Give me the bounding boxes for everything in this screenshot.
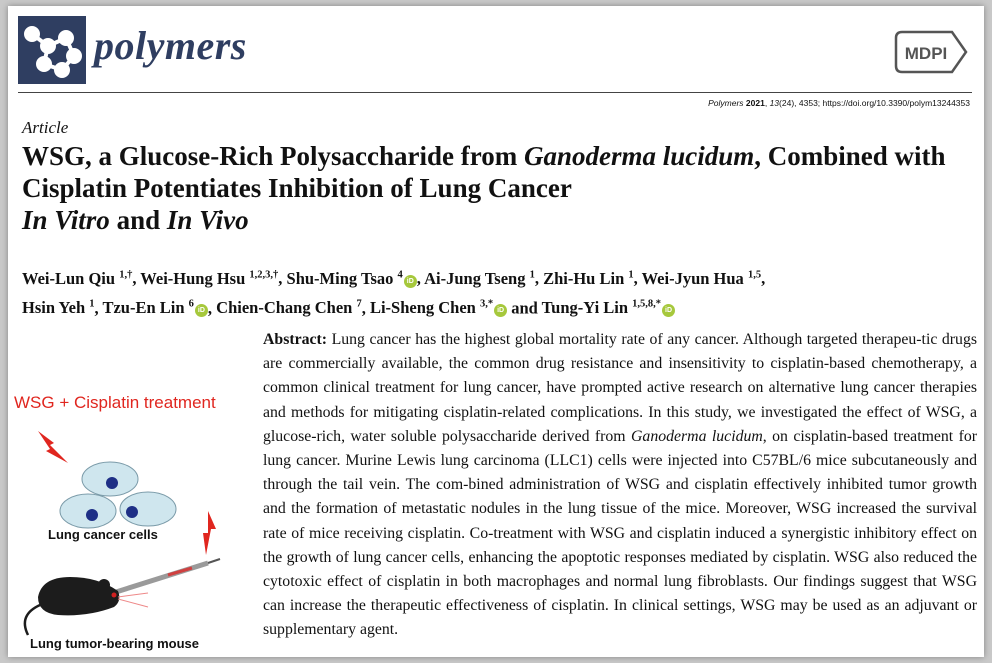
orcid-icon[interactable]: iD (195, 304, 208, 317)
journal-name: polymers (94, 23, 247, 68)
orcid-icon[interactable]: iD (494, 304, 507, 317)
article-type: Article (22, 118, 69, 137)
author-name: Tung-Yi Lin (541, 298, 633, 317)
author-affiliation: 3,* (479, 298, 494, 310)
author-name: Wei-Jyun Hua (641, 268, 748, 288)
author-name: Li-Sheng Chen (369, 298, 480, 317)
author[interactable] (22, 269, 132, 288)
polymers-logo-icon (18, 16, 86, 84)
article-page (8, 6, 984, 657)
author-affiliation: 4 (397, 269, 403, 280)
author-name: Wei-Hung Hsu (140, 268, 250, 288)
cells-label: Lung cancer cells (48, 527, 158, 542)
author-name: Tzu-En Lin (102, 298, 189, 317)
author-affiliation: 1,2,3,† (249, 269, 279, 280)
author-name: Chien-Chang Chen (216, 298, 357, 317)
cancer-cell-icon (60, 494, 116, 528)
author[interactable] (642, 269, 761, 288)
author-affiliation: 1,† (119, 269, 133, 280)
author[interactable] (22, 298, 95, 317)
syringe-icon (116, 559, 220, 592)
citation-journal: Polymers (708, 98, 744, 108)
graphical-abstract (8, 371, 253, 657)
author-affiliation: 1 (628, 269, 634, 280)
citation-volume: 13 (769, 98, 780, 108)
title-and: and (109, 205, 167, 235)
author[interactable] (140, 269, 278, 288)
citation-line: Polymers 2021, 13(24), 4353; https://doi.org/10.3390/polym13244353 (708, 98, 970, 108)
authors-and: and (511, 298, 538, 317)
article-title (22, 140, 982, 236)
author[interactable] (370, 298, 507, 317)
lightning-bolt-icon (38, 431, 68, 463)
author-affiliation: 1,5 (747, 269, 762, 280)
graphical-abstract-title: WSG + Cisplatin treatment (14, 393, 216, 412)
author-name: Hsin Yeh (22, 298, 90, 317)
abstract-label: Abstract: (263, 331, 328, 348)
citation-year: 2021 (745, 98, 765, 108)
author[interactable] (424, 269, 535, 288)
title-part1: WSG, a Glucose-Rich Polysaccharide from (22, 141, 524, 171)
author-affiliation: 6 (188, 298, 194, 310)
mouse-label: Lung tumor-bearing mouse (30, 636, 199, 651)
title-part2: , Combined with Cisplatin Potentiates Inhibition of Lung Cancer (22, 141, 946, 203)
title-species: Ganoderma lucidum (523, 141, 755, 171)
author-list: Wei-Lun Qiu $^{1,\dagger}$, Wei-Hung Hsu $^{1,2,3,\dagger}$, Shu-Ming Tsao $^4$iD , Ai-Jung Tseng $^1$, Zhi-Hu Lin $^1$, Wei-Jyun Hua $^{1,5}$, Hsin Yeh $^1$, Tzu-En Lin $^6$iD , Chien-Chang Chen $^7$, Li-Sheng Chen $^{3,*}$iD and Tung-Yi Lin $^{1,5,8,*}$iD (22, 268, 766, 317)
author-affiliation: 1 (89, 298, 95, 310)
orcid-icon[interactable]: iD (662, 304, 675, 317)
author[interactable] (216, 298, 362, 317)
abstract-species: Ganoderma lucidum (631, 427, 763, 445)
orcid-icon[interactable]: iD (404, 275, 417, 288)
cancer-cell-icon (120, 492, 176, 526)
citation-issue-pages: (24), 4353; (779, 98, 821, 108)
author-name: Shu-Ming Tsao (286, 268, 398, 288)
author-affiliation: 1 (529, 269, 535, 280)
author-affiliation: 7 (356, 298, 362, 310)
abstract (263, 328, 977, 643)
author[interactable] (287, 269, 417, 288)
author-name: Ai-Jung Tseng (424, 268, 530, 288)
header-rule (18, 92, 972, 93)
author-name: Wei-Lun Qiu (22, 268, 120, 288)
author-affiliation: 1,5,8,* (632, 298, 662, 310)
abstract-text-2: , on cisplatin-based treatment for lung cancer. Murine Lewis lung carcinoma (LLC1) cells were injected into C57BL/6 mice subcutaneously and through the tail vein. The com-bined administration of WSG and cisplatin effectively inhibited tumor growth and the formation of metastatic nodules in the lung tissue of the mice. Moreover, WSG increased the survival rate of mice receiving cisplatin. Co-treatment with WSG and cisplatin induced a synergistic inhibitory effect on the growth of lung cancer cells, enhancing the apoptotic responses mediated by cisplatin. WSG also reduced the cytotoxic effect of cisplatin in both macrophages and normal lung fibroblasts. Our findings suggest that WSG can increase the therapeutic effectiveness of cisplatin. In clinical settings, WSG may be used as an adjuvant or supplementary agent. (263, 427, 977, 639)
author-name: Zhi-Hu Lin (543, 268, 629, 288)
author[interactable] (102, 298, 207, 317)
lightning-bolt-icon (203, 511, 216, 555)
citation-doi-link[interactable]: https://doi.org/10.3390/polym13244353 (822, 98, 970, 108)
mdpi-logo (890, 28, 970, 76)
author[interactable] (543, 269, 634, 288)
mdpi-logo-text: MDPI (904, 44, 948, 63)
mdpi-logo-icon (890, 28, 970, 76)
cancer-cell-icon (82, 462, 138, 496)
title-in-vitro: In Vitro (22, 205, 110, 235)
title-in-vivo: In Vivo (166, 205, 249, 235)
abstract-text-1: Lung cancer has the highest global mortality rate of any cancer. Although targeted therapeu-tic drugs are commercially available, the common drug resistance and insensitivity to cisplatin-based chemotherapy, a common clinical treatment for lung cancer, have prompted active research on alternative lung cancer therapies and methods for mitigating cisplatin-related complications. In this study, we investigated the effect of WSG, a glucose-rich, water soluble polysaccharide derived from (263, 331, 977, 445)
author[interactable] (542, 298, 675, 317)
